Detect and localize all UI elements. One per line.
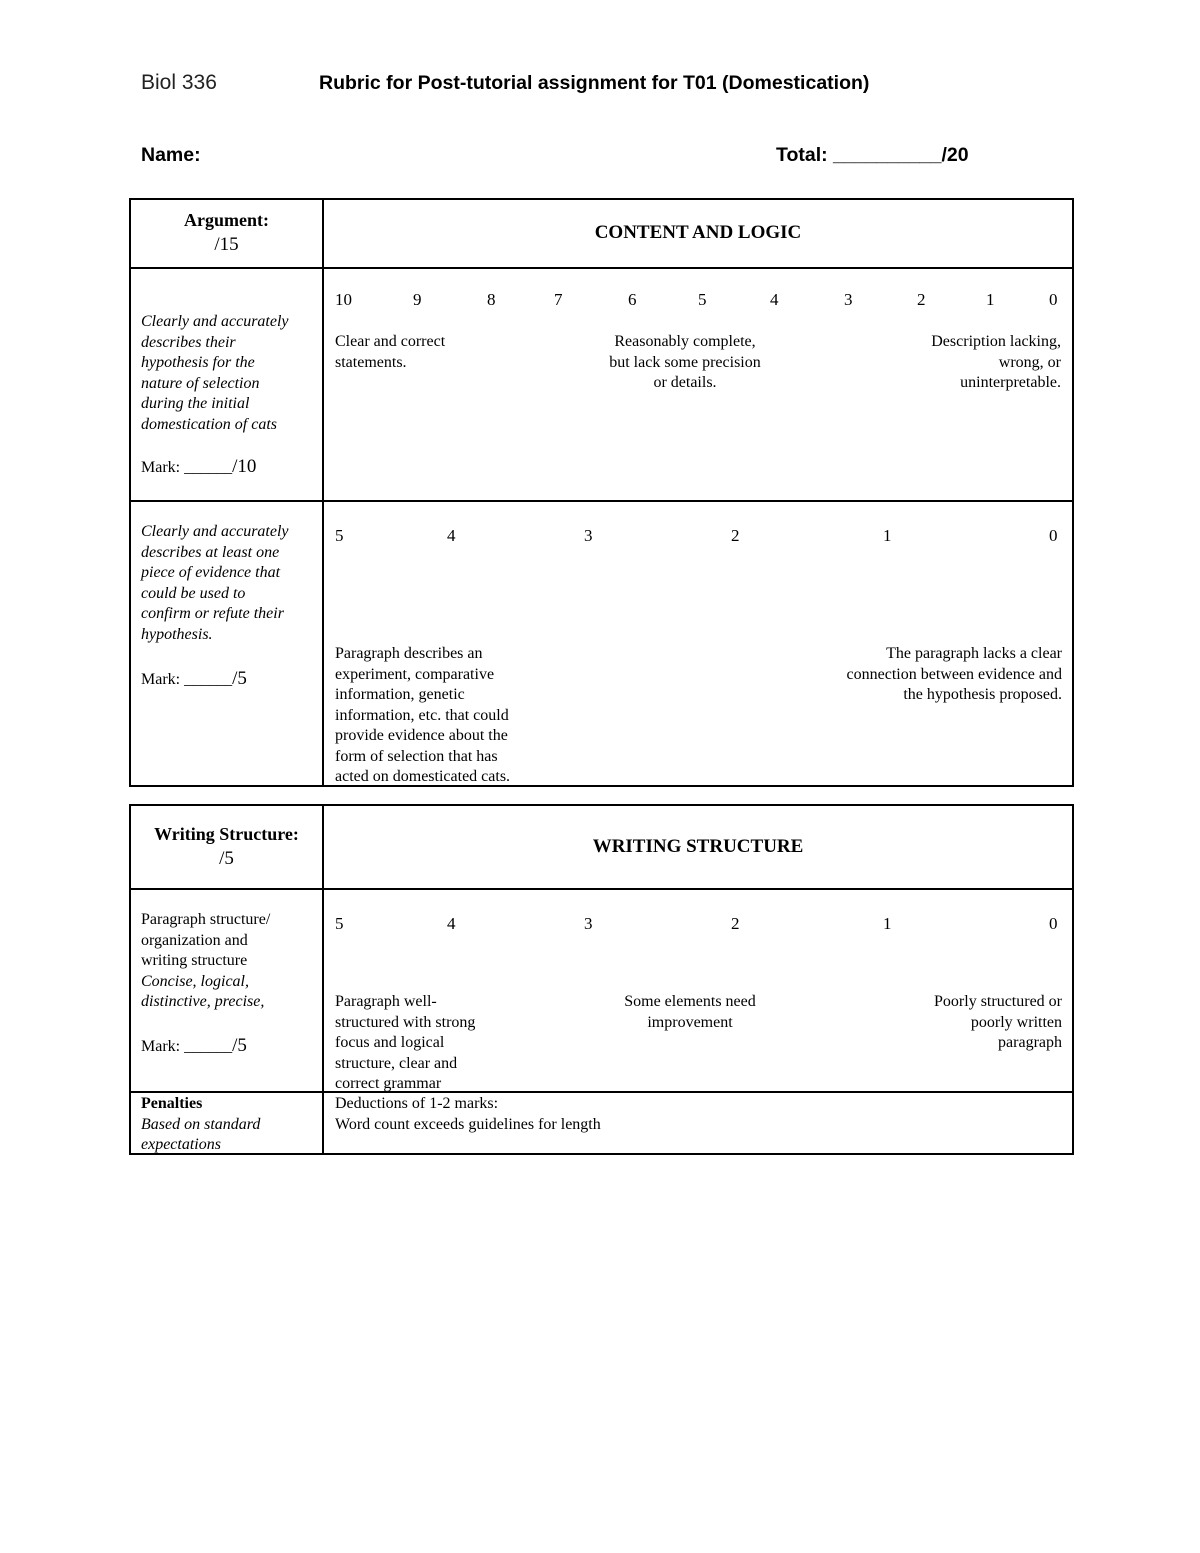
paragraph-structure-desc-mid: Some elements need improvement: [624, 993, 756, 1031]
paragraph-structure-mark: Mark: ______/5: [141, 1035, 247, 1056]
hypothesis-mark: Mark: ______/10: [141, 456, 257, 477]
evidence-criterion: Clearly and accurately describes at least one piece of evidence that could be used to confirm or refute their hypothesis.: [141, 523, 289, 643]
scale-point: 0: [1049, 914, 1058, 933]
scale-point: 3: [584, 914, 593, 933]
scale-point: 0: [1049, 290, 1058, 309]
evidence-desc-low: The paragraph lacks a clear connection between evidence and the hypothesis proposed.: [846, 645, 1062, 703]
hypothesis-desc-mid: Reasonably complete, but lack some precision or details.: [609, 333, 761, 391]
scale-point: 3: [844, 290, 853, 309]
scale-point: 2: [917, 290, 926, 309]
scale-point: 10: [335, 290, 352, 309]
hypothesis-desc-high: Clear and correct statements.: [335, 333, 446, 371]
scale-point: 2: [731, 526, 740, 545]
scale-point: 1: [883, 914, 892, 933]
name-label: Name:: [141, 144, 201, 166]
scale-point: 1: [883, 526, 892, 545]
scale-point: 7: [554, 290, 563, 309]
scale-point: 5: [335, 526, 344, 545]
paragraph-structure-criterion: Paragraph structure/ organization and writing structure Concise, logical, distinctive, precise,: [141, 911, 271, 1010]
penalties-label: Penalties: [141, 1095, 203, 1112]
paragraph-structure-desc-high: Paragraph well- structured with strong focus and logical structure, clear and correct grammar: [335, 993, 476, 1092]
scale-point: 1: [986, 290, 995, 309]
scale-point: 2: [731, 914, 740, 933]
course-code: Biol 336: [141, 71, 217, 94]
content-logic-heading: CONTENT AND LOGIC: [594, 222, 802, 243]
total-label: Total: __________/20: [776, 144, 969, 166]
scale-point: 6: [628, 290, 637, 309]
hypothesis-desc-low: Description lacking, wrong, or uninterpretable.: [931, 333, 1061, 391]
scale-point: 8: [487, 290, 496, 309]
argument-label: Argument:: [184, 210, 269, 230]
writing-structure-score: /5: [219, 848, 234, 869]
penalties-label-cell: Penalties Based on standard expectations: [141, 1094, 319, 1156]
scale-point: 4: [447, 526, 456, 545]
writing-structure-heading: WRITING STRUCTURE: [592, 836, 804, 857]
paragraph-structure-desc-low: Poorly structured or poorly written paragraph: [934, 993, 1062, 1051]
writing-structure-label: Writing Structure:: [154, 824, 299, 844]
hypothesis-criterion: Clearly and accurately describes their hypothesis for the nature of selection during the initial domestication of cats: [141, 313, 289, 433]
scale-point: 4: [770, 290, 779, 309]
document-title: Rubric for Post-tutorial assignment for T01 (Domestication): [319, 72, 870, 94]
evidence-desc-high: Paragraph describes an experiment, comparative information, genetic information, etc. that could provide evidence about the form of selection that has acted on domesticated cats.: [335, 645, 511, 785]
scale-point: 3: [584, 526, 593, 545]
penalties-description: Deductions of 1-2 marks: Word count exceeds guidelines for length: [335, 1095, 601, 1133]
evidence-mark: Mark: ______/5: [141, 668, 247, 689]
argument-score: /15: [214, 234, 239, 255]
scale-point: 4: [447, 914, 456, 933]
scale-point: 9: [413, 290, 422, 309]
scale-point: 0: [1049, 526, 1058, 545]
scale-point: 5: [335, 914, 344, 933]
scale-point: 5: [698, 290, 707, 309]
